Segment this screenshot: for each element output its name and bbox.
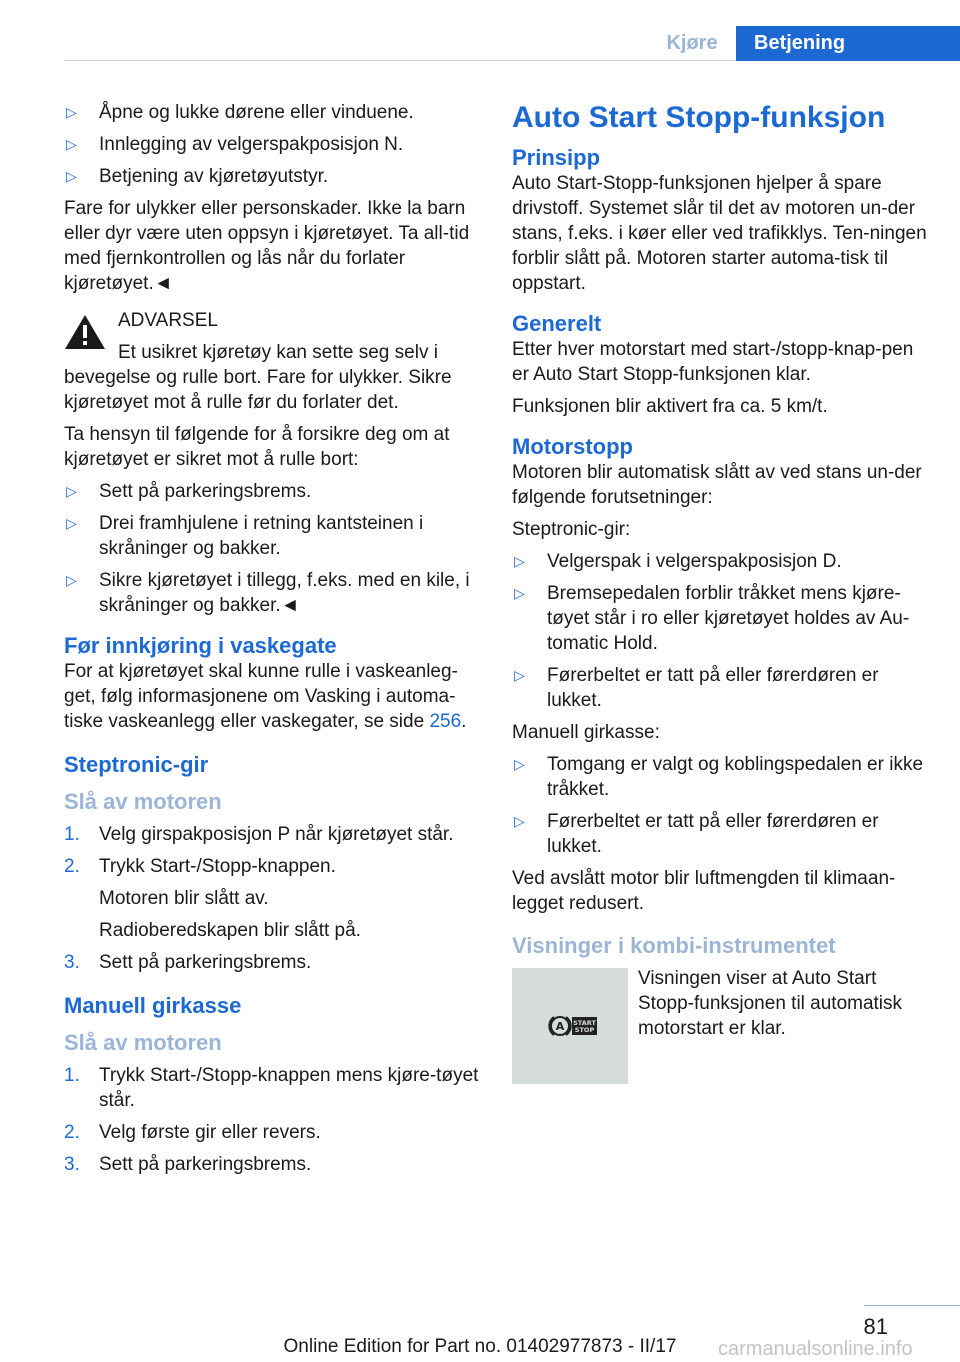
secure-paragraph: Ta hensyn til følgende for å forsikre deg om at kjøretøyet er sikret mot å rulle bort: (64, 424, 450, 470)
generelt-paragraph: Funksjonen blir aktivert fra ca. 5 km/t. (512, 396, 828, 417)
heading-wash: Før innkjøring i vaskegate (64, 633, 337, 658)
triangle-bullet-icon: ▷ (514, 553, 525, 569)
triangle-bullet-icon: ▷ (514, 756, 525, 772)
triangle-bullet-icon: ▷ (66, 104, 77, 120)
warning-text: bevegelse og rulle bort. Fare for ulykker. Sikre kjøretøyet mot å rulle før du forlater det. (64, 367, 452, 413)
tab-betjening[interactable]: Betjening (736, 26, 960, 61)
footer-rule (864, 1305, 960, 1306)
list-item: ▷ Drei framhjulene i retning kantsteinen i skråninger og bakker. (66, 513, 424, 559)
triangle-bullet-icon: ▷ (514, 585, 525, 601)
triangle-bullet-icon: ▷ (66, 572, 77, 588)
danger-paragraph: Fare for ulykker eller personskader. Ikke la barn eller dyr være uten oppsyn i kjøretøyet. Ta all‐tid med fjernkontrollen og lås når du forlater kjøretøyet.◄ (64, 198, 470, 294)
triangle-bullet-icon: ▷ (66, 136, 77, 152)
list-item: ▷ Førerbeltet er tatt på eller førerdøren er lukket. (514, 665, 879, 711)
right-column (512, 100, 928, 1086)
triangle-bullet-icon: ▷ (66, 168, 77, 184)
list-item: ▷ Bremsepedalen forblir tråkket mens kjøre‐tøyet står i ro eller kjøretøyet holdes av Au‐tomatic Hold. (514, 583, 910, 654)
kombi-description: Visningen viser at Auto Start Stopp-funksjonen til automatisk motorstart er klar. (638, 968, 903, 1039)
svg-text:STOP: STOP (574, 1026, 595, 1034)
list-item: ▷ Sikre kjøretøyet i tillegg, f.eks. med en kile, i skråninger og bakker.◄ (66, 570, 470, 616)
page-link-256[interactable]: 256 (429, 711, 462, 732)
steptronic-label: Steptronic-gir: (512, 519, 631, 540)
svg-text:START: START (573, 1019, 596, 1027)
triangle-bullet-icon: ▷ (514, 667, 525, 683)
kombi-display-row (512, 966, 928, 1086)
generelt-paragraph: Etter hver motorstart med start-/stopp-knap‐pen er Auto Start Stopp-funksjonen klar. (512, 339, 914, 385)
prinsipp-paragraph: Auto Start-Stopp-funksjonen hjelper å spare drivstoff. Systemet slår til det av motoren un‐der stans, f.eks. i køer eller ved trafikklys. Ten‐ningen forblir slått på. Motoren starter automa‐tisk til oppstart. (512, 173, 927, 294)
step-item: 2. Velg første gir eller revers. (64, 1122, 321, 1143)
heading-sla-av-motoren: Slå av motoren (64, 789, 222, 814)
heading-motorstopp: Motorstopp (512, 434, 633, 459)
list-item: ▷ Velgerspak i velgerspakposisjon D. (514, 551, 842, 572)
triangle-bullet-icon: ▷ (514, 813, 525, 829)
step-item: 1. Trykk Start-/Stopp-knappen mens kjøre‐tøyet står. (64, 1065, 479, 1111)
wash-paragraph: For at kjøretøyet skal kunne rulle i vaskeanleg‐get, følg informasjonene om Vasking i automa‐tiske vaskeanlegg eller vaskegater, se side 256. (64, 661, 467, 732)
kombi-instrument-image (512, 968, 628, 1084)
warning-block (64, 308, 482, 365)
step-item: 3. Sett på parkeringsbrems. (64, 952, 312, 973)
tab-kjore[interactable]: Kjøre (666, 32, 718, 54)
step-item: 3. Sett på parkeringsbrems. (64, 1154, 312, 1175)
left-column (64, 100, 482, 1184)
avslatt-paragraph: Ved avslått motor blir luftmengden til klimaan‐legget redusert. (512, 868, 896, 914)
svg-text:A: A (555, 1020, 565, 1033)
motorstopp-paragraph: Motoren blir automatisk slått av ved stans un‐der følgende forutsetninger: (512, 462, 922, 508)
manuell-label: Manuell girkasse: (512, 722, 660, 743)
step-note: Motoren blir slått av. (99, 888, 269, 909)
heading-auto-start-stopp: Auto Start Stopp-funksjon (512, 101, 886, 134)
heading-manuell-girkasse: Manuell girkasse (64, 993, 242, 1018)
heading-steptronic: Steptronic-gir (64, 752, 209, 777)
warning-triangle-icon (64, 314, 106, 350)
page-number: 81 (863, 1314, 888, 1339)
edition-note: Online Edition for Part no. 01402977873 - II/17 (283, 1336, 677, 1357)
watermark: carmanualsonline.info (718, 1338, 913, 1360)
heading-prinsipp: Prinsipp (512, 145, 601, 170)
list-item: ▷ Sett på parkeringsbrems. (66, 481, 312, 502)
list-item: ▷ Tomgang er valgt og koblingspedalen er ikke tråkket. (514, 754, 924, 800)
warning-line: Et usikret kjøretøy kan sette seg selv i (118, 342, 438, 363)
triangle-bullet-icon: ▷ (66, 483, 77, 499)
auto-start-stop-icon (512, 968, 628, 1084)
list-item: ▷ Betjening av kjøretøyutstyr. (66, 166, 329, 187)
step-item: 2. Trykk Start-/Stopp-knappen. (64, 856, 336, 877)
list-item: ▷ Åpne og lukke dørene eller vinduene. (66, 102, 414, 123)
list-item: ▷ Innlegging av velgerspakposisjon N. (66, 134, 404, 155)
step-item: 1. Velg girspakposisjon P når kjøretøyet står. (64, 824, 454, 845)
heading-generelt: Generelt (512, 311, 602, 336)
heading-visninger: Visninger i kombi-instrumentet (512, 933, 836, 958)
list-item: ▷ Førerbeltet er tatt på eller førerdøren er lukket. (514, 811, 879, 857)
step-note: Radioberedskapen blir slått på. (99, 920, 361, 941)
triangle-bullet-icon: ▷ (66, 515, 77, 531)
heading-sla-av-motoren: Slå av motoren (64, 1030, 222, 1055)
warning-title: ADVARSEL (118, 310, 218, 331)
